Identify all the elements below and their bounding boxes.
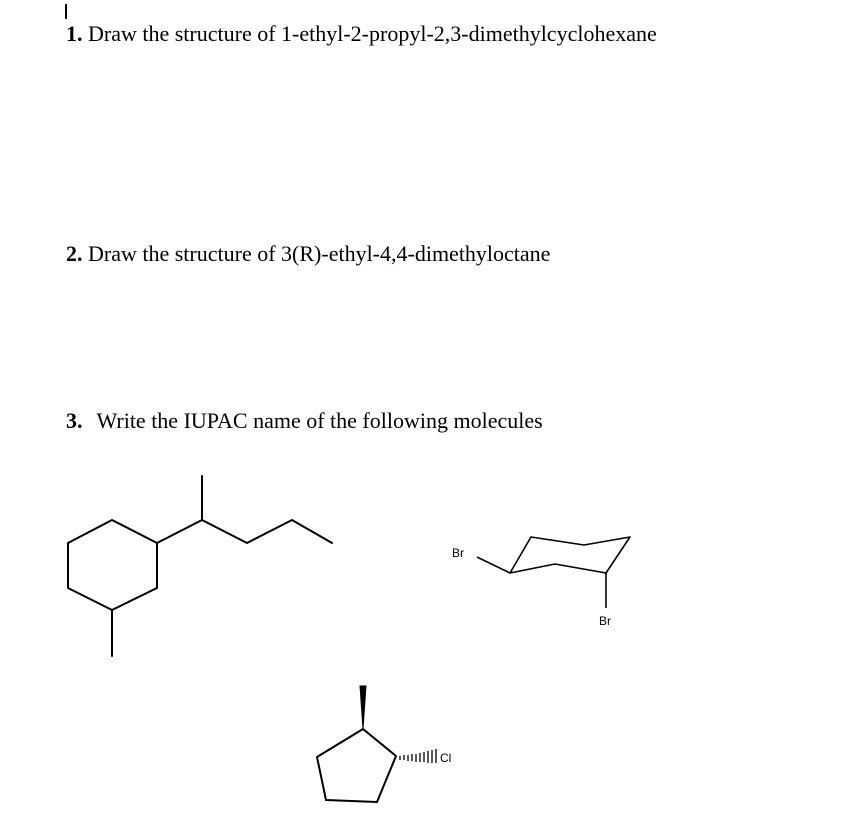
question-2-text: Draw the structure of 3(R)-ethyl-4,4-dimethyloctane — [82, 241, 551, 266]
cyclopentane-ring — [317, 729, 396, 802]
chair-ring — [510, 537, 630, 573]
bromine-label-2: Br — [599, 614, 611, 628]
cyclohexane-ring — [68, 520, 157, 610]
question-3-text: Write the IUPAC name of the following molecules — [96, 408, 543, 433]
molecule-chair-dibromide — [452, 537, 630, 628]
bromo-bond-1 — [477, 557, 510, 573]
question-3-number: 3. — [66, 408, 83, 433]
molecule-cyclohexane — [68, 476, 332, 656]
molecule-cyclopentane — [317, 686, 451, 802]
question-1-text: Draw the structure of 1-ethyl-2-propyl-2,3-dimethylcyclohexane — [82, 21, 657, 46]
side-chain — [157, 520, 332, 543]
chlorine-label: Cl — [440, 751, 452, 765]
hashed-bond — [400, 749, 436, 763]
question-1-number: 1. — [66, 21, 83, 46]
wedge-bond — [360, 686, 366, 729]
bromine-label-1: Br — [452, 546, 464, 560]
question-2-number: 2. — [66, 241, 83, 266]
